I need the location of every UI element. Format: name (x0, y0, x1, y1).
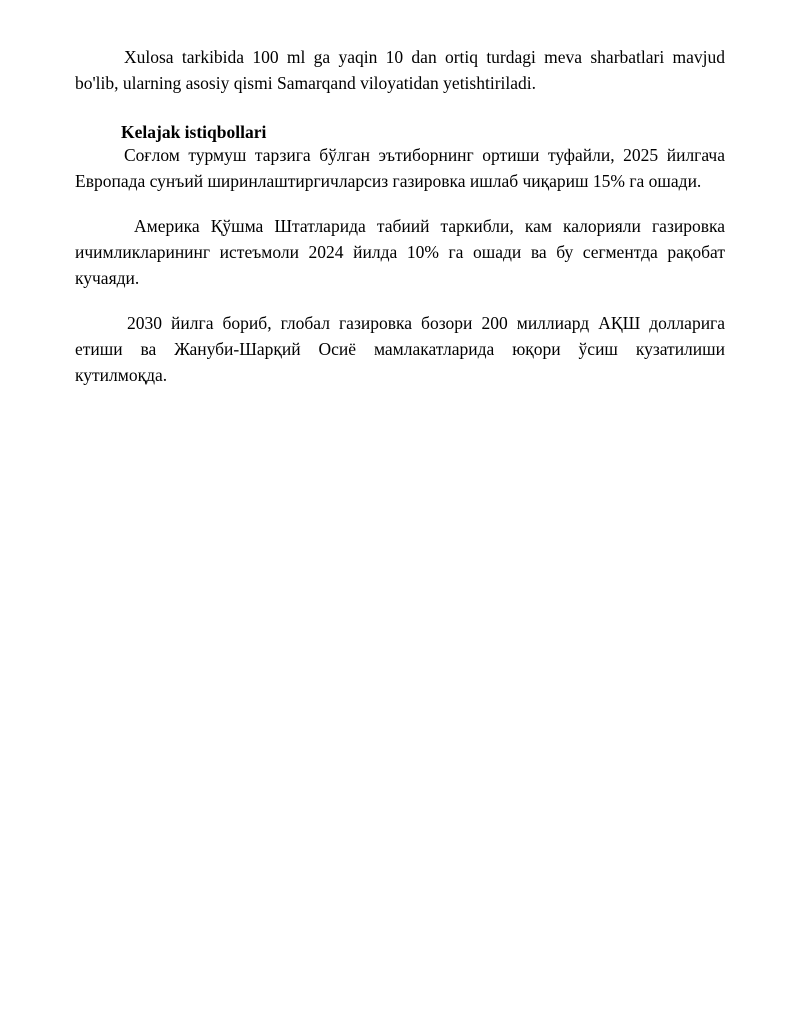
section-heading: Kelajak istiqbollari (121, 122, 267, 142)
usa-consumption-paragraph: Америка Қўшма Штатларида табиий таркибли, кам калорияли газировка ичимликларининг истеъмоли 2024 йилда 10% га ошади ва бу сегментда рақобат кучаяди. (75, 216, 725, 288)
global-market-paragraph: 2030 йилга бориб, глобал газировка бозори 200 миллиард АҚШ долларига етиши ва Жануби-Шарқий Осиё мамлакатларида юқори ўсиш кузатилиши кутилмоқда. (75, 313, 725, 385)
document-page (75, 44, 725, 388)
healthy-lifestyle-paragraph: Соғлом турмуш тарзига бўлган эътиборнинг ортиши туфайли, 2025 йилгача Европада сунъий ширинлаштиргичларсиз газировка ишлаб чиқариш 15% га ошади. (75, 145, 725, 191)
intro-paragraph: Xulosa tarkibida 100 ml ga yaqin 10 dan ortiq turdagi meva sharbatlari mavjud bo'lib, ularning asosiy qismi Samarqand viloyatidan yetishtiriladi. (75, 47, 725, 93)
